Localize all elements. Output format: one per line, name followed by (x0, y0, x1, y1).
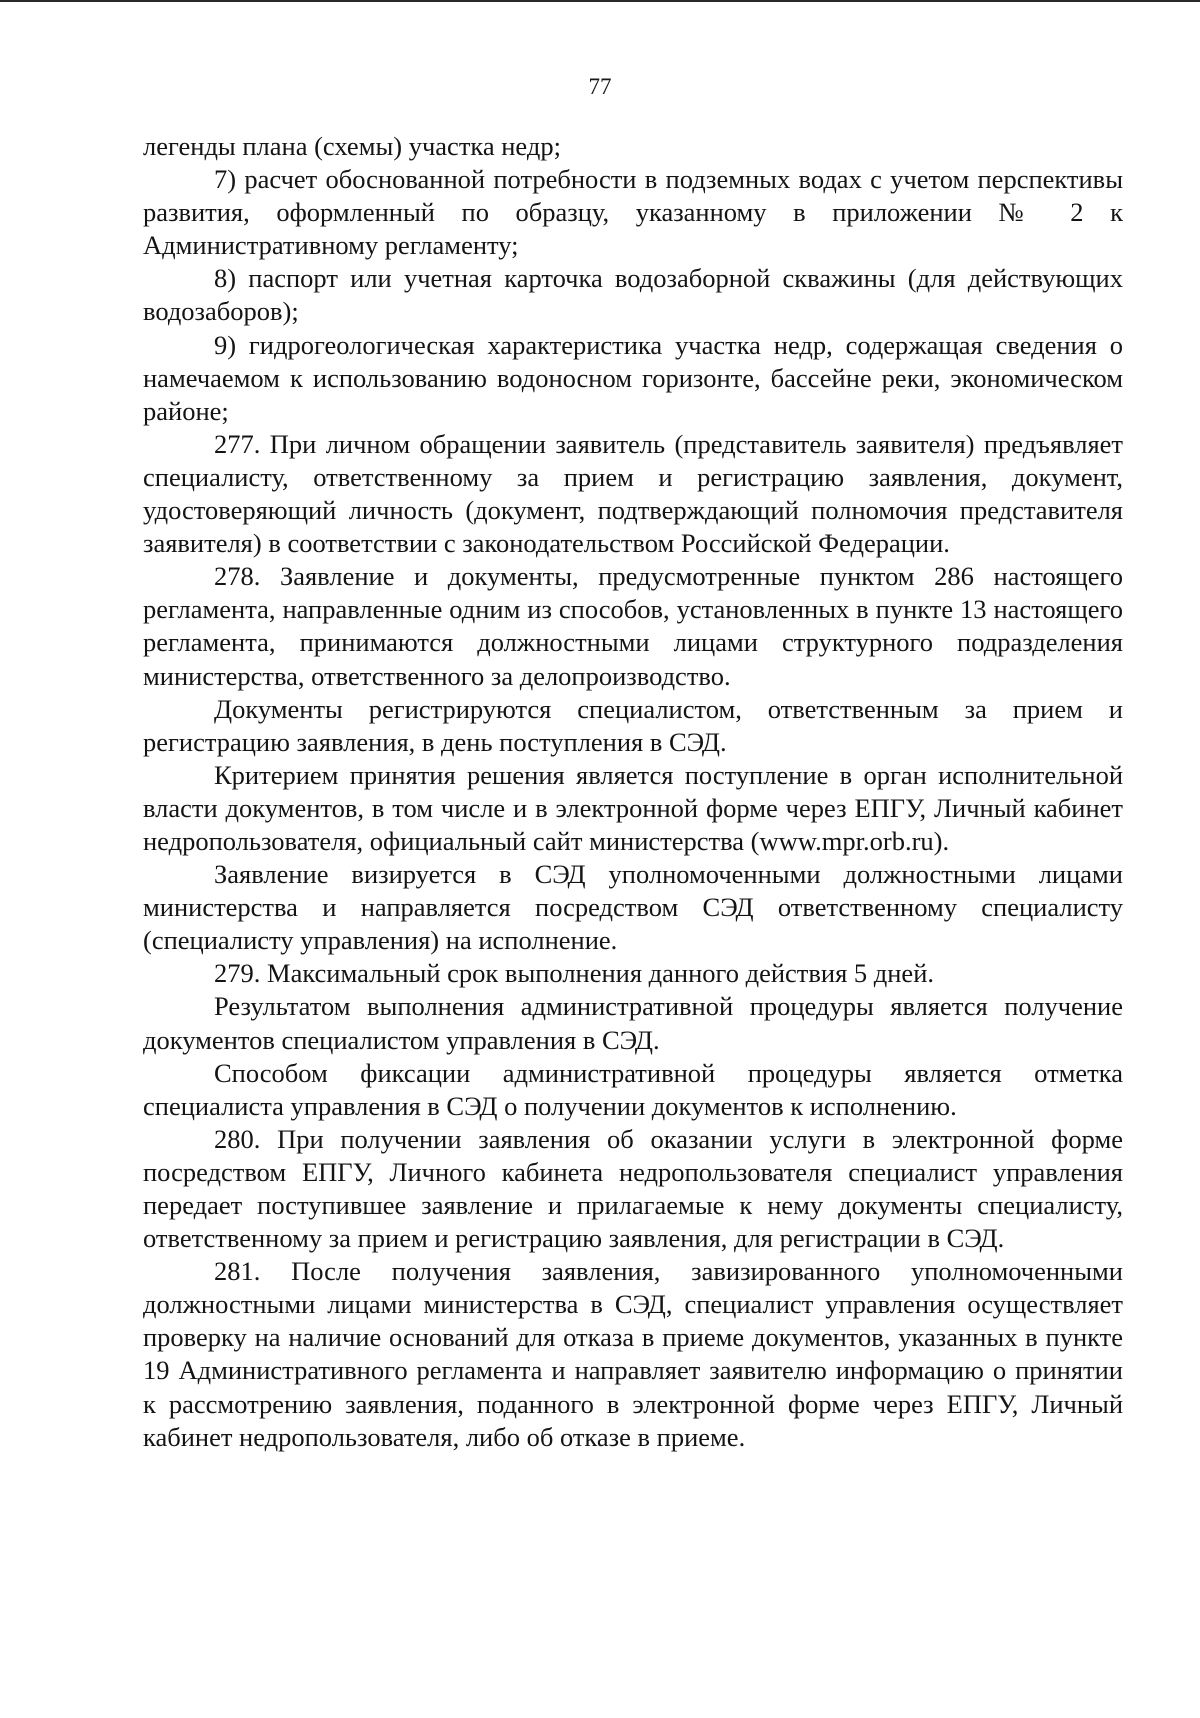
paragraph-item-7: 7) расчет обоснованной потребности в подземных водах с учетом перспективы развития, оформленный по образцу, указанному в приложении № 2 к Административному регламенту; (143, 164, 1123, 261)
paragraph-legend-continuation: легенды плана (схемы) участка недр; (143, 131, 561, 161)
paragraph-decision-criterion: Критерием принятия решения является поступление в орган исполнительной власти документов, в том числе и в электронной форме через ЕПГУ, Личный кабинет недропользователя, официальный сайт министерства (www.mpr.orb.ru). (143, 759, 1123, 856)
scan-top-edge (0, 0, 1200, 2)
paragraph-280: 280. При получении заявления об оказании услуги в электронной форме посредством ЕПГУ, Личного кабинета недропользователя специалист управления передает поступившее заявление и прилагаемые к нему документы специалисту, ответственному за прием и регистрацию заявления, для регистрации в СЭД. (143, 1123, 1123, 1254)
paragraph-281: 281. После получения заявления, завизированного уполномоченными должностными лицами министерства в СЭД, специалист управления осуществляет проверку на наличие оснований для отказа в приеме документов, указанных в пункте 19 Административного регламента и направляет заявителю информацию о принятии к рассмотрению заявления, поданного в электронной форме через ЕПГУ, Личный кабинет недропользователя, либо об отказе в приеме. (143, 1256, 1123, 1452)
paragraph-277: 277. При личном обращении заявитель (представитель заявителя) предъявляет специалисту, ответственному за прием и регистрацию заявления, документ, удостоверяющий личность (документ, подтверждающий полномочия представителя заявителя) в соответствии с законодательством Российской Федерации. (143, 428, 1123, 559)
paragraph-278: 278. Заявление и документы, предусмотренные пунктом 286 настоящего регламента, направленные одним из способов, установленных в пункте 13 настоящего регламента, принимаются должностными лицами структурного подразделения министерства, ответственного за делопроизводство. (143, 561, 1123, 691)
paragraph-item-9: 9) гидрогеологическая характеристика участка недр, содержащая сведения о намечаемом к использованию водоносном горизонте, бассейне реки, экономическом районе; (143, 329, 1123, 426)
paragraph-fixation-method: Способом фиксации административной процедуры является отметка специалиста управления в СЭД о получении документов к исполнению. (143, 1057, 1123, 1121)
paragraph-endorsement: Заявление визируется в СЭД уполномоченными должностными лицами министерства и направляется посредством СЭД ответственному специалисту (специалисту управления) на исполнение. (143, 859, 1123, 956)
paragraph-279: 279. Максимальный срок выполнения данного действия 5 дней. (214, 958, 935, 989)
paragraph-registration: Документы регистрируются специалистом, ответственным за прием и регистрацию заявления, в день поступления в СЭД. (143, 693, 1123, 757)
page-number: 77 (588, 74, 612, 99)
document-body (143, 130, 1123, 1454)
paragraph-result: Результатом выполнения административной процедуры является получение документов специалистом управления в СЭД. (143, 991, 1123, 1055)
paragraph-item-8: 8) паспорт или учетная карточка водозаборной скважины (для действующих водозаборов); (143, 263, 1123, 327)
